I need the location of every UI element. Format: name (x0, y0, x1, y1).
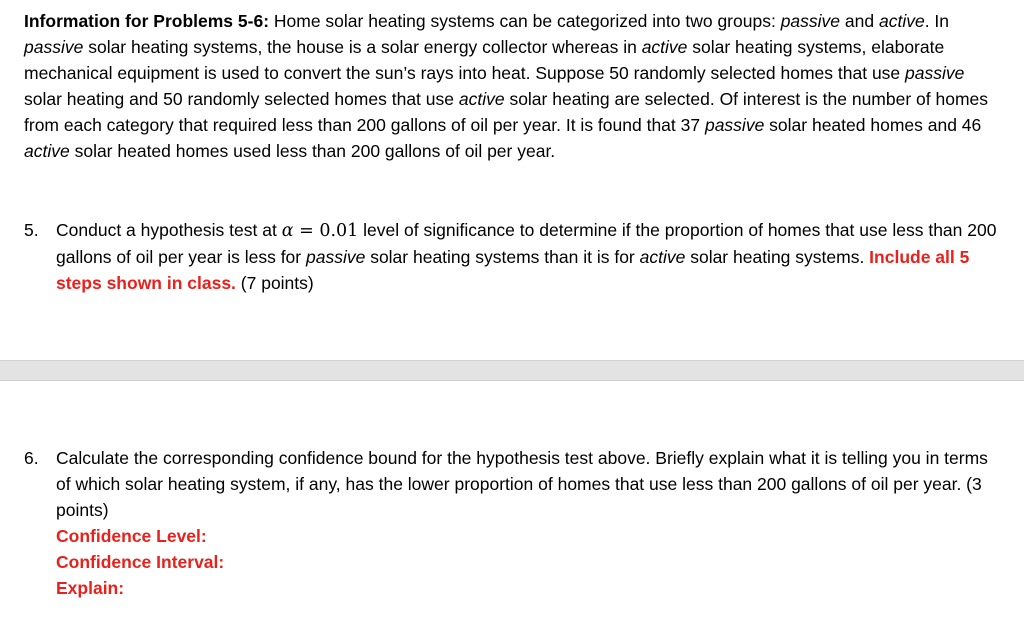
alpha-value: 0.01 (319, 221, 359, 241)
confidence-interval-label: Confidence Interval: (56, 552, 225, 572)
intro-text: solar heated homes used less than 200 gallons of oil per year. (69, 141, 556, 161)
confidence-level-label: Confidence Level: (56, 526, 207, 546)
intro-active: active (24, 141, 70, 161)
problem-5 (24, 217, 999, 296)
problem-number: 6. (24, 448, 39, 468)
problem-text: Calculate the corresponding confidence bound for the hypothesis test above. Briefly explain what it is telling you in terms of which solar heating system, if any, has the lower proportion of homes that use less than 200 gallons of oil per year. (3 points) (56, 448, 988, 520)
intro-text: solar heated homes and 46 (764, 115, 982, 135)
intro-text: . In (924, 11, 950, 31)
active-word: active (639, 247, 686, 267)
points-label: (7 points) (235, 273, 314, 293)
problem-6 (24, 445, 999, 601)
intro-text: solar heating systems, elaborate mechanical equipment is used to convert the sun’s rays into heat. Suppose 50 randomly selected homes that use (24, 37, 945, 83)
intro-text: and (840, 11, 879, 31)
problem-text: level of significance to determine if the proportion of homes that use less than 200 gallons of oil per year is less for (56, 220, 997, 267)
intro-text: Home solar heating systems can be categorized into two groups: (269, 11, 781, 31)
page-break (0, 360, 1024, 381)
intro-text: solar heating systems, the house is a solar energy collector whereas in (83, 37, 642, 57)
intro-text: solar heating and 50 randomly selected homes that use (24, 89, 459, 109)
problem-5-text (56, 217, 999, 296)
problem-text: Conduct a hypothesis test at (56, 220, 282, 240)
passive-word: passive (305, 247, 366, 267)
intro-active: active (641, 37, 688, 57)
intro-active: active (878, 11, 925, 31)
alpha-symbol: α (281, 221, 294, 241)
problem-6-text (56, 445, 999, 601)
intro-active: active (458, 89, 505, 109)
intro-passive: passive (780, 11, 841, 31)
explain-label: Explain: (56, 578, 125, 598)
intro-passive: passive (905, 63, 965, 83)
problem-text: solar heating systems than it is for (365, 247, 640, 267)
intro-text: solar heating are selected. Of interest is the number of homes from each category that required less than 200 gallons of oil per year. It is found that 37 (24, 89, 989, 135)
equals-sign: = (293, 221, 320, 241)
intro-heading: Information for Problems 5-6: (24, 11, 270, 31)
problem-number: 5. (24, 220, 39, 240)
problem-text: solar heating systems. (685, 247, 870, 267)
intro-passive: passive (704, 115, 765, 135)
instruction-highlight: Include all 5 steps shown in class. (56, 247, 970, 293)
intro-paragraph (24, 8, 999, 164)
intro-passive: passive (24, 37, 84, 57)
